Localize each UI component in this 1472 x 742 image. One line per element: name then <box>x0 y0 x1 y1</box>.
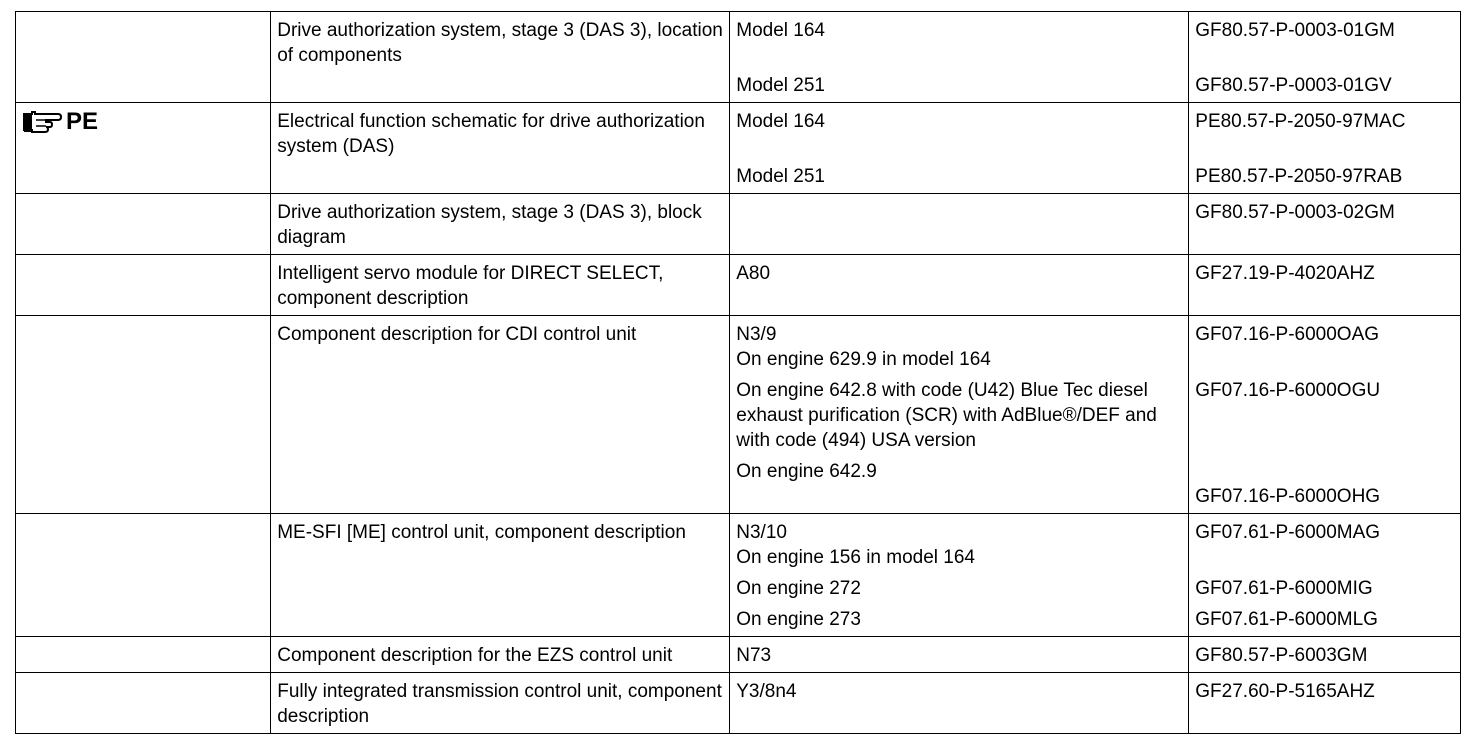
condition-cell <box>730 12 1189 103</box>
description-text: ME-SFI [ME] control unit, component description <box>277 522 686 543</box>
document-cell <box>1189 194 1461 255</box>
condition-text: N3/9 On engine 629.9 in model 164 <box>736 324 991 370</box>
document-cell <box>1189 673 1461 734</box>
table-row <box>16 103 1461 194</box>
description-cell <box>271 103 730 194</box>
description-cell <box>271 673 730 734</box>
condition-cell <box>730 316 1189 514</box>
document-cell <box>1189 103 1461 194</box>
document-number: GF80.57-P-6003GM <box>1195 645 1368 666</box>
condition-cell <box>730 514 1189 637</box>
description-text: Electrical function schematic for drive authorization system (DAS) <box>277 111 705 157</box>
description-text: Drive authorization system, stage 3 (DAS 3), location of components <box>277 20 723 66</box>
document-cell <box>1189 12 1461 103</box>
condition-cell <box>730 194 1189 255</box>
marker-cell <box>16 103 271 194</box>
condition-text: N3/10 On engine 156 in model 164 <box>736 522 975 568</box>
document-cell <box>1189 637 1461 673</box>
description-cell <box>271 194 730 255</box>
document-number: GF80.57-P-0003-02GM <box>1195 202 1395 223</box>
document-number: GF07.61-P-6000MAG <box>1195 522 1381 543</box>
description-text: Component description for the EZS control unit <box>277 645 673 666</box>
document-number: PE80.57-P-2050-97MAC <box>1195 111 1406 132</box>
pe-marker <box>22 109 264 135</box>
condition-cell <box>730 673 1189 734</box>
condition-text: Y3/8n4 <box>736 681 797 702</box>
table-row <box>16 514 1461 637</box>
condition-text: Model 164 <box>736 111 825 132</box>
condition-cell <box>730 103 1189 194</box>
document-number: GF07.16-P-6000OGU <box>1195 380 1381 401</box>
condition-text: On engine 273 <box>736 609 861 630</box>
description-text: Component description for CDI control unit <box>277 324 637 345</box>
marker-cell <box>16 673 271 734</box>
condition-text: A80 <box>736 263 771 284</box>
document-number: GF80.57-P-0003-01GV <box>1195 75 1392 96</box>
condition-text: N73 <box>736 645 772 666</box>
marker-cell <box>16 255 271 316</box>
reference-table <box>15 11 1461 734</box>
table-row <box>16 673 1461 734</box>
table-row <box>16 194 1461 255</box>
table-row <box>16 255 1461 316</box>
condition-text: On engine 642.8 with code (U42) Blue Tec diesel exhaust purification (SCR) with AdBlue®/DEF and with code (494) USA version <box>736 380 1157 451</box>
document-number: GF27.60-P-5165AHZ <box>1195 681 1375 702</box>
description-cell <box>271 255 730 316</box>
condition-text: On engine 642.9 <box>736 461 877 482</box>
document-number: GF27.19-P-4020AHZ <box>1195 263 1375 284</box>
description-cell <box>271 316 730 514</box>
description-cell <box>271 12 730 103</box>
document-number: GF07.16-P-6000OHG <box>1195 486 1381 507</box>
marker-cell <box>16 194 271 255</box>
table-row <box>16 637 1461 673</box>
document-number: GF07.16-P-6000OAG <box>1195 324 1380 345</box>
document-cell <box>1189 255 1461 316</box>
document-number: GF07.61-P-6000MIG <box>1195 578 1373 599</box>
document-cell <box>1189 514 1461 637</box>
condition-text: Model 251 <box>736 75 825 96</box>
description-text: Drive authorization system, stage 3 (DAS 3), block diagram <box>277 202 702 248</box>
condition-cell <box>730 637 1189 673</box>
pointing-hand-icon <box>22 110 62 134</box>
condition-text: Model 164 <box>736 20 825 41</box>
condition-cell <box>730 255 1189 316</box>
document-number: GF80.57-P-0003-01GM <box>1195 20 1395 41</box>
marker-cell <box>16 316 271 514</box>
condition-text: Model 251 <box>736 166 825 187</box>
document-number: GF07.61-P-6000MLG <box>1195 609 1378 630</box>
document-cell <box>1189 316 1461 514</box>
marker-label: PE <box>66 108 99 135</box>
table-row <box>16 12 1461 103</box>
condition-text: On engine 272 <box>736 578 861 599</box>
document-number: PE80.57-P-2050-97RAB <box>1195 166 1403 187</box>
description-cell <box>271 514 730 637</box>
description-text: Intelligent servo module for DIRECT SELECT, component description <box>277 263 664 309</box>
description-text: Fully integrated transmission control unit, component description <box>277 681 722 727</box>
table-row <box>16 316 1461 514</box>
marker-cell <box>16 12 271 103</box>
marker-cell <box>16 514 271 637</box>
description-cell <box>271 637 730 673</box>
marker-cell <box>16 637 271 673</box>
